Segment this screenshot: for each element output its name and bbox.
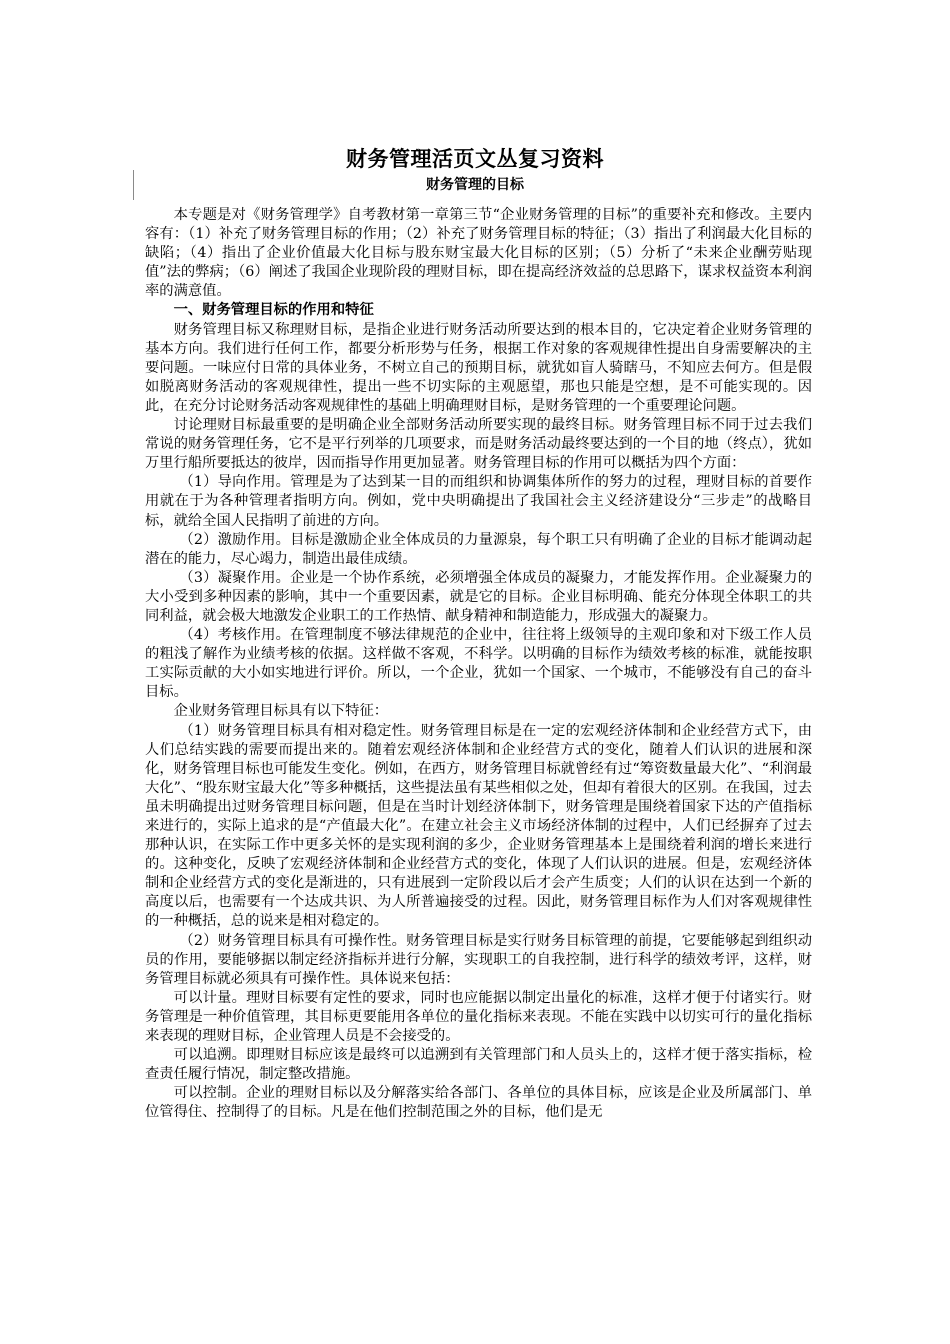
intro-paragraph: 本专题是对《财务管理学》自考教材第一章第三节“企业财务管理的目标”的重要补充和修改。主要内容有：（1）补充了财务管理目标的作用；（2）补充了财务管理目标的特征；（3）指出了利润最大化目标的缺陷；（4）指出了企业价值最大化目标与股东财宝最大化目标的区别；（5）分析了“未来企业酬劳贴现值”法的弊病；（6）阐述了我国企业现阶段的理财目标，即在提高经济效益的总思路下，谋求权益资本利润率的满意值。	[145, 207, 812, 300]
paragraph-ultimate-goal: 讨论理财目标最重要的是明确企业全部财务活动所要实现的最终目标。财务管理目标不同于过去我们常说的财务管理任务，它不是平行列举的几项要求，而是财务活动最终要达到的一个目的地（终点），犹如万里行船所要抵达的彼岸，因而指导作用更加显著。财务管理目标的作用可以概括为四个方面：	[145, 417, 812, 472]
role-guidance: （1）导向作用。管理是为了达到某一目的而组织和协调集体所作的努力的过程，理财目标的首要作用就在于为各种管理者指明方向。例如，党中央明确提出了我国社会主义经济建设分“三步走”的战略目标，就给全国人民指明了前进的方向。	[145, 474, 812, 529]
point-measurable: 可以计量。理财目标要有定性的要求，同时也应能据以制定出量化的标准，这样才便于付诸实行。财务管理是一种价值管理，其目标更要能用各单位的量化指标来表现。不能在实践中以切实可行的量化指标来表现的理财目标，企业管理人员是不会接受的。	[145, 989, 812, 1045]
role-incentive: （2）激励作用。目标是激励企业全体成员的力量源泉，每个职工只有明确了企业的目标才能调动起潜在的能力，尽心竭力，制造出最佳成绩。	[145, 531, 812, 567]
point-traceable: 可以追溯。即理财目标应该是最终可以追溯到有关管理部门和人员头上的，这样才便于落实指标，检查责任履行情况，制定整改措施。	[145, 1047, 812, 1083]
section-heading: 一、财务管理目标的作用和特征	[173, 302, 374, 319]
role-assessment: （4）考核作用。在管理制度不够法律规范的企业中，往往将上级领导的主观印象和对下级工作人员的粗浅了解作为业绩考核的依据。这样做不客观，不科学。以明确的目标作为绩效考核的标准，就能按职工实际贡献的大小如实地进行评价。所以，一个企业，犹如一个国家、一个城市，不能够没有自己的奋斗目标。	[145, 627, 812, 701]
features-intro: 企业财务管理目标具有以下特征：	[173, 703, 389, 720]
document-subtitle: 财务管理的目标	[426, 177, 524, 193]
document-body	[145, 206, 812, 1123]
feature-stability: （1）财务管理目标具有相对稳定性。财务管理目标是在一定的宏观经济体制和企业经营方式下，由人们总结实践的需要而提出来的。随着宏观经济体制和企业经营方式的变化，随着人们认识的进展和深化，财务管理目标也可能发生变化。例如，在西方，财务管理目标就曾经有过“筹资数量最大化”、“利润最大化”、“股东财宝最大化”等多种概括，这些提法虽有某些相似之处，但却有着很大的区别。在我国，过去虽未明确提出过财务管理目标问题，但是在当时计划经济体制下，财务管理是围绕着国家下达的产值指标来进行的，实际上追求的是“产值最大化”。在建立社会主义市场经济体制的过程中，人们已经摒弃了过去那种认识，在实际工作中更多关怀的是实现利润的多少，企业财务管理基本上是围绕着利润的增长来进行的。这种变化，反映了宏观经济体制和企业经营方式的变化，体现了人们认识的进展。但是，宏观经济体制和企业经营方式的变化是渐进的，只有进展到一定阶段以后才会产生质变；人们的认识在达到一个新的高度以后，也需要有一个达成共识、为人所普遍接受的过程。因此，财务管理目标作为人们对客观规律性的一种概括，总的说来是相对稳定的。	[145, 722, 812, 930]
point-controllable: 可以控制。企业的理财目标以及分解落实给各部门、各单位的具体目标，应该是企业及所属部门、单位管得住、控制得了的目标。凡是在他们控制范围之外的目标，他们是无	[145, 1085, 812, 1121]
role-cohesion: （3）凝聚作用。企业是一个协作系统，必须增强全体成员的凝聚力，才能发挥作用。企业凝聚力的大小受到多种因素的影响，其中一个重要因素，就是它的目标。企业目标明确、能充分体现全体职工的共同利益，就会极大地激发企业职工的工作热情、献身精神和制造能力，形成强大的凝聚力。	[145, 569, 812, 624]
document-title: 财务管理活页文丛复习资料	[346, 147, 604, 171]
feature-operability: （2）财务管理目标具有可操作性。财务管理目标是实行财务目标管理的前提，它要能够起到组织动员的作用，要能够据以制定经济指标并进行分解，实现职工的自我控制，进行科学的绩效考评，这样，财务管理目标就必须具有可操作性。具体说来包括：	[145, 932, 812, 987]
paragraph-definition: 财务管理目标又称理财目标，是指企业进行财务活动所要达到的根本目的，它决定着企业财务管理的基本方向。我们进行任何工作，都要分析形势与任务，根据工作对象的客观规律性提出自身需要解决的主要问题。一味应付日常的具体业务，不树立自己的预期目标，就犹如盲人骑瞎马，不知应去何方。但是假如脱离财务活动的客观规律性，提出一些不切实际的主观愿望，那也只能是空想，是不可能实现的。因此，在充分讨论财务活动客观规律性的基础上明确理财目标，是财务管理的一个重要理论问题。	[145, 321, 812, 414]
